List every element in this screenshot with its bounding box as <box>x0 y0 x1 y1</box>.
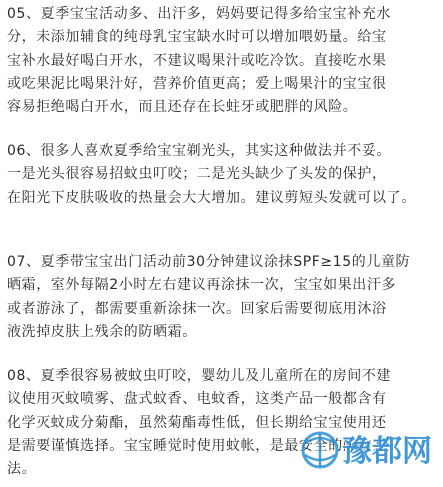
tip-paragraph-07 <box>7 251 439 344</box>
text-line: 宝补水最好喝白开水，不建议喝果汁或吃冷饮。直接吃水果 <box>7 52 387 69</box>
text-line: 法。 <box>7 461 37 478</box>
tip-paragraph-06 <box>7 140 439 210</box>
text-line: 或者游泳了，都需要重新涂抹一次。回家后需要彻底用沐浴 <box>7 300 387 317</box>
tip-paragraph-05 <box>7 3 439 119</box>
text-line: 容易拒绝喝白开水，而且还存在长蛀牙或肥胖的风险。 <box>7 99 358 116</box>
text-line: 08、夏季很容易被蚊虫叮咬，婴幼儿及儿童所在的房间不建 <box>7 368 392 384</box>
text-line: 晒霜，室外每隔2小时左右建议再涂抹一次，宝宝如果出汗多 <box>7 277 397 294</box>
text-line: 一是光头很容易招蚊虫叮咬；二是光头缺少了头发的保护， <box>7 166 387 183</box>
text-line: 06、很多人喜欢夏季给宝宝剃光头，其实这种做法并不妥。 <box>7 143 392 159</box>
text-line: 议使用灭蚊喷雾、盘式蚊香、电蚊香，这类产品一般都含有 <box>7 391 387 408</box>
watermark-text: 豫都网 <box>342 434 432 469</box>
text-line: 07、夏季带宝宝出门活动前30分钟建议涂抹SPF≥15的儿童防 <box>7 254 411 270</box>
text-line: 05、夏季宝宝活动多、出汗多，妈妈要记得多给宝宝补充水 <box>7 6 392 22</box>
text-line: 分，未添加辅食的纯母乳宝宝缺水时可以增加喂奶量。给宝 <box>7 29 387 46</box>
text-line: 或吃果泥比喝果汁好，营养价值更高；爱上喝果汁的宝宝很 <box>7 75 387 92</box>
text-line: 是需要谨慎选择。宝宝睡觉时使用蚊帐，是最安全的防蚊方 <box>7 437 387 454</box>
tip-paragraph-08 <box>7 365 439 481</box>
text-line: 在阳光下皮肤吸收的热量会大大增加。建议剪短头发就可以了。 <box>7 189 416 206</box>
text-line: 化学灭蚊成分菊酯，虽然菊酯毒性低，但长期给宝宝使用还 <box>7 414 387 431</box>
text-line: 液洗掉皮肤上残余的防晒霜。 <box>7 323 197 340</box>
